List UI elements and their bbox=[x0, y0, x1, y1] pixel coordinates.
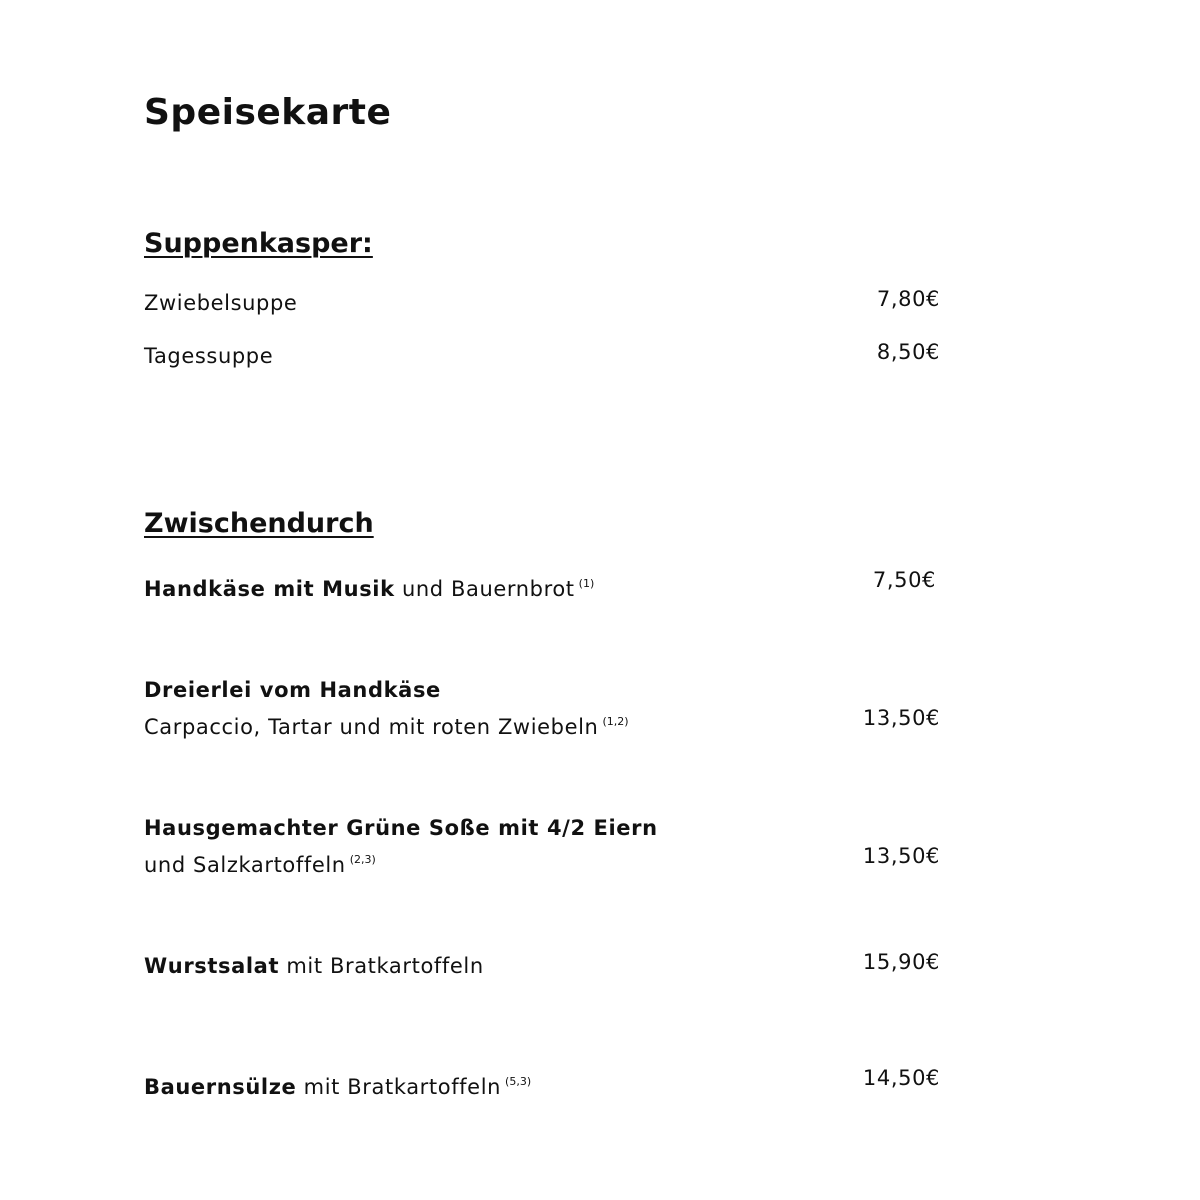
item-name-bold: Bauernsülze bbox=[144, 1075, 297, 1099]
item-price: 13,50€ bbox=[862, 844, 940, 868]
allergen-note: (5,3) bbox=[505, 1075, 532, 1088]
item-name-bold: Hausgemachter Grüne Soße mit 4/2 Eiern bbox=[144, 816, 658, 840]
section-heading-suppenkasper: Suppenkasper: bbox=[144, 228, 373, 259]
item-name-rest: mit Bratkartoffeln bbox=[286, 954, 484, 978]
allergen-note: (1,2) bbox=[602, 715, 629, 728]
item-name-line2 bbox=[144, 844, 944, 881]
item-name-rest: mit Bratkartoffeln bbox=[303, 1075, 502, 1099]
menu-item bbox=[144, 568, 944, 605]
item-price: 15,90€ bbox=[862, 950, 940, 974]
menu-item bbox=[144, 1066, 944, 1103]
menu-item bbox=[144, 287, 944, 319]
menu-item bbox=[144, 340, 944, 372]
item-price: 14,50€ bbox=[862, 1066, 940, 1090]
item-name-line bbox=[144, 568, 944, 605]
item-price: 13,50€ bbox=[862, 706, 940, 730]
item-price: 7,50€ bbox=[872, 568, 936, 592]
item-description: und Salzkartoffeln bbox=[144, 853, 346, 877]
menu-item bbox=[144, 950, 944, 982]
section-heading-zwischendurch: Zwischendurch bbox=[144, 508, 374, 539]
item-name: Tagessuppe bbox=[144, 344, 274, 368]
item-name-bold: Wurstsalat bbox=[144, 954, 280, 978]
menu-item bbox=[144, 812, 944, 881]
item-name-line bbox=[144, 950, 944, 982]
item-description: Carpaccio, Tartar und mit roten Zwiebeln bbox=[144, 715, 599, 739]
item-name-rest: und Bauernbrot bbox=[401, 577, 575, 601]
item-price: 8,50€ bbox=[876, 340, 940, 364]
page-title: Speisekarte bbox=[144, 92, 392, 133]
item-name-bold: Dreierlei vom Handkäse bbox=[144, 678, 441, 702]
allergen-note: (1) bbox=[578, 577, 595, 590]
item-price: 7,80€ bbox=[876, 287, 940, 311]
item-name-line bbox=[144, 1066, 944, 1103]
allergen-note: (2,3) bbox=[349, 853, 376, 866]
item-name-line2 bbox=[144, 706, 944, 743]
menu-item bbox=[144, 674, 944, 743]
item-name-bold: Handkäse mit Musik bbox=[144, 577, 395, 601]
item-name: Zwiebelsuppe bbox=[144, 291, 298, 315]
